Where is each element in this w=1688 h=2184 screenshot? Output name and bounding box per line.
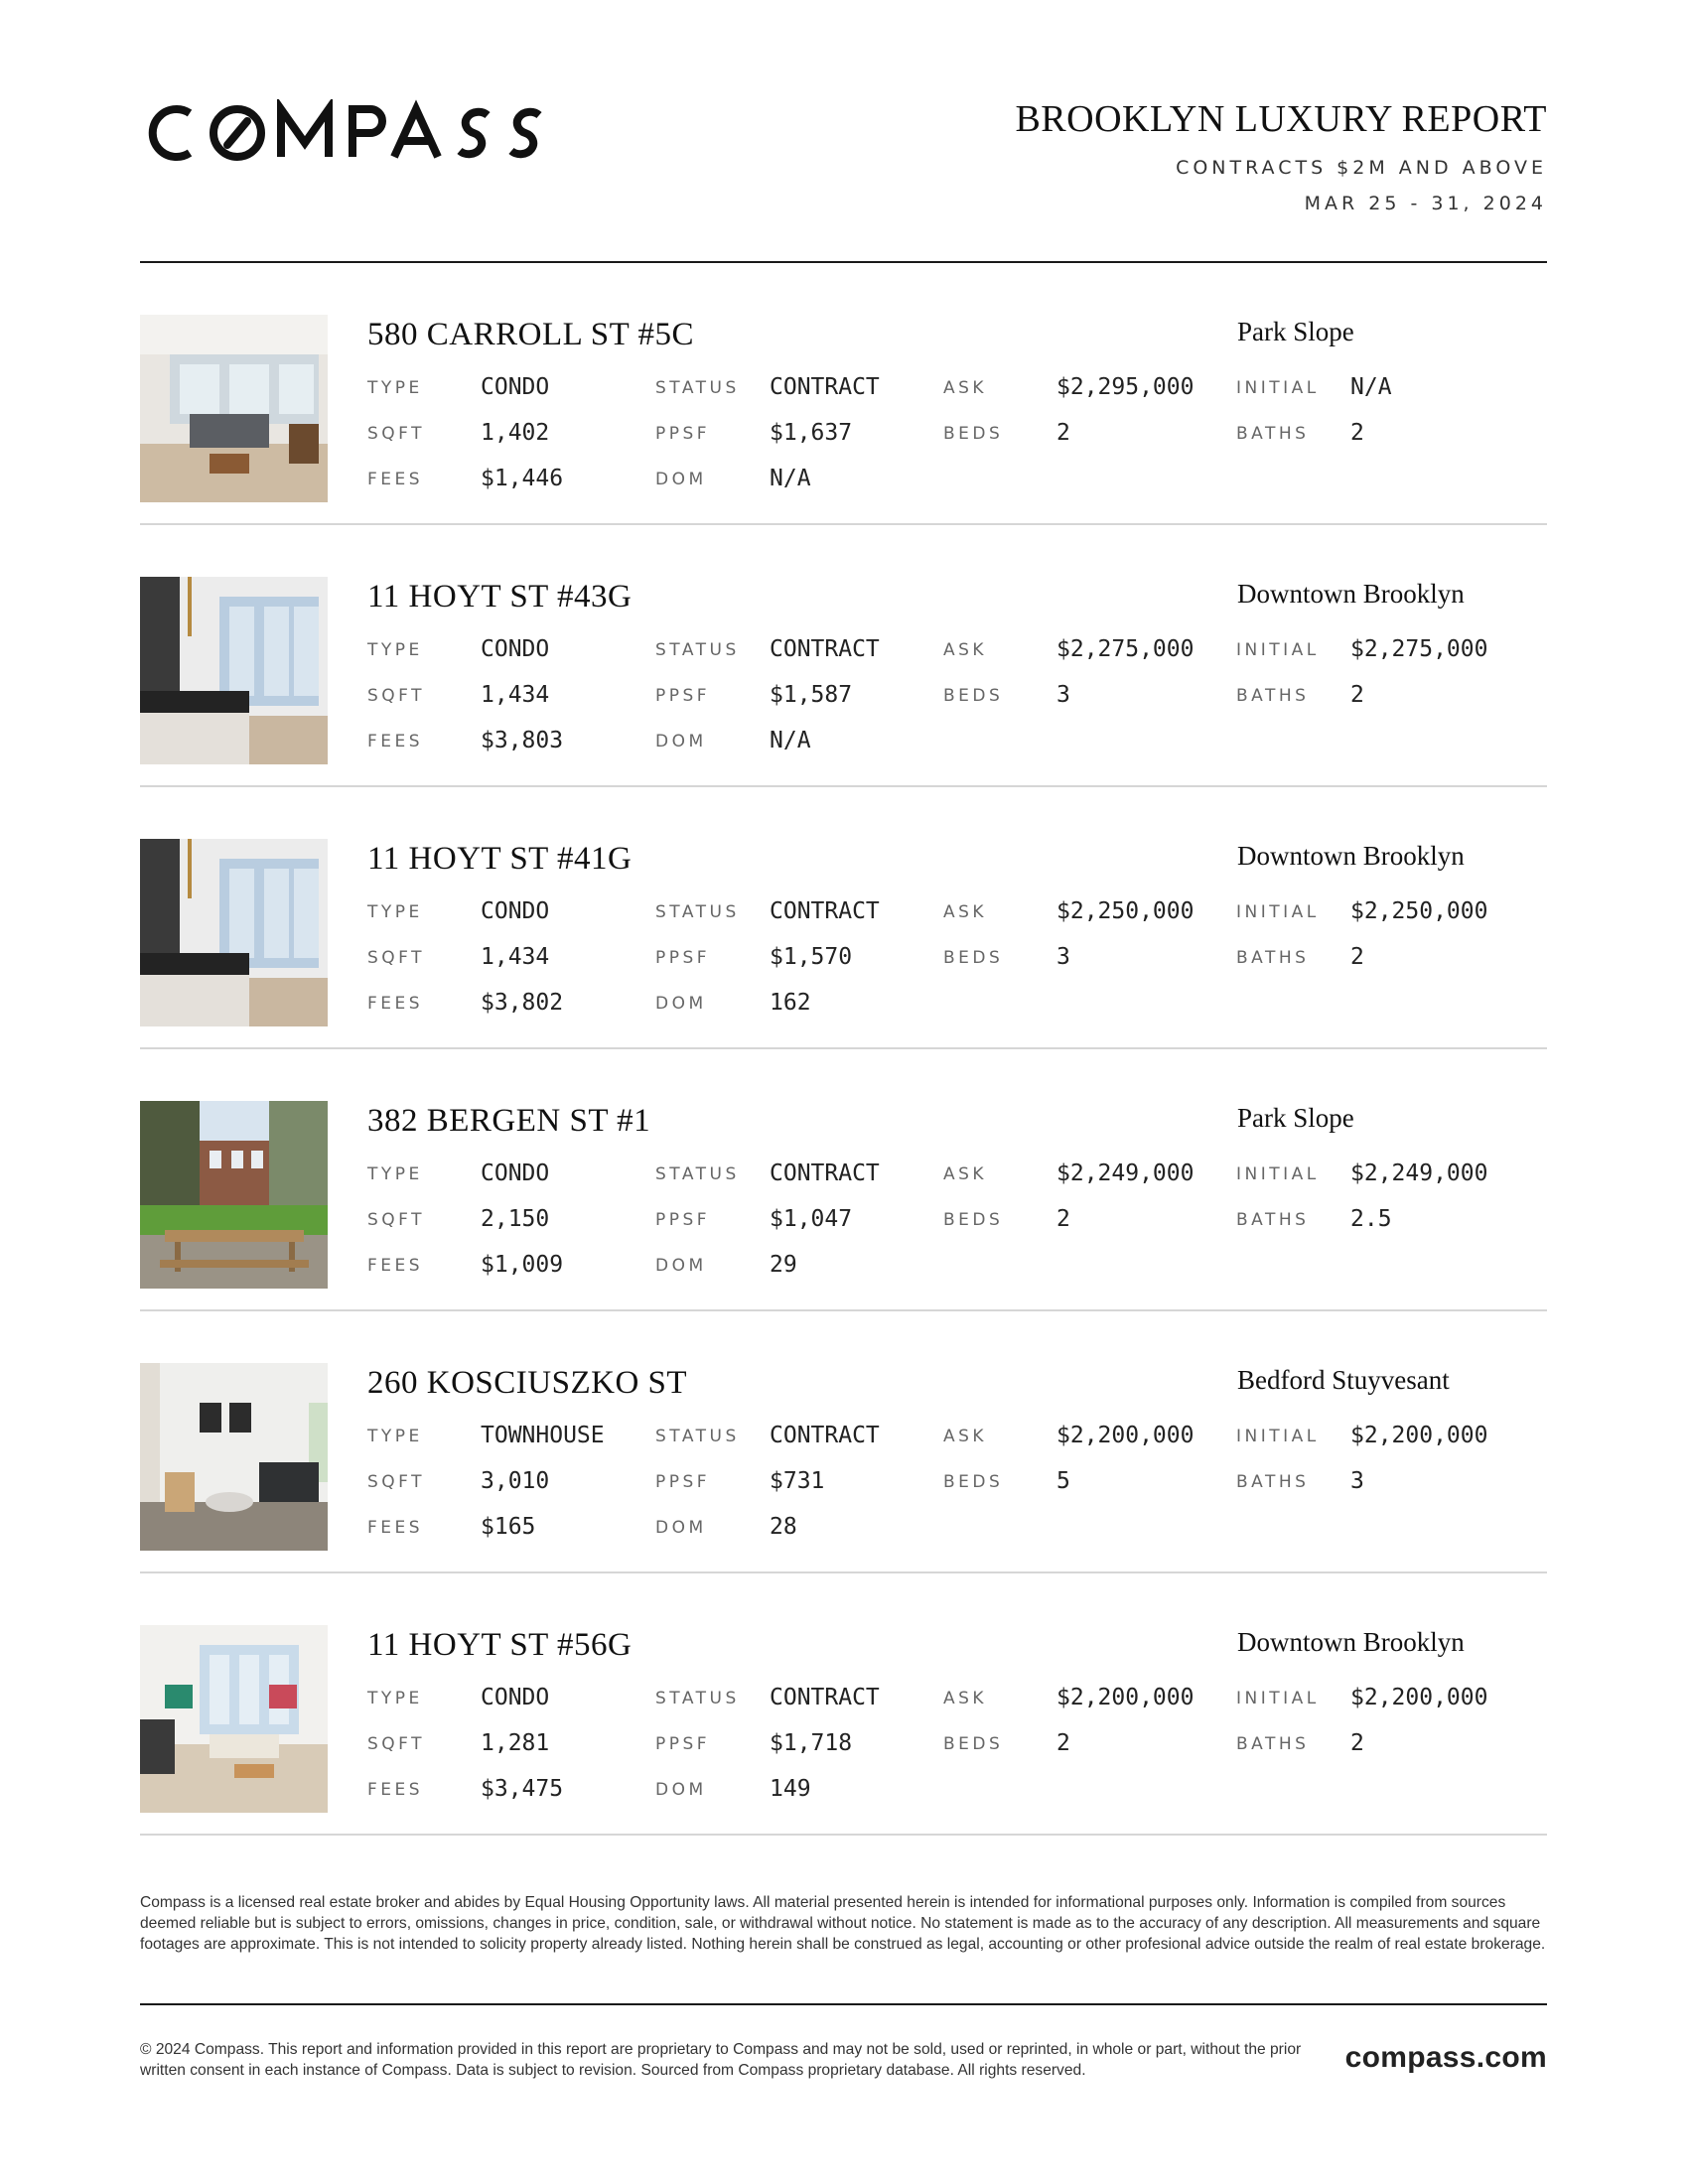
fees-value: $3,803 — [481, 728, 564, 753]
initial-label: INITIAL — [1236, 902, 1320, 922]
sqft-label: SQFT — [367, 948, 426, 968]
status-label: STATUS — [655, 1427, 740, 1446]
fees-value: $3,475 — [481, 1776, 564, 1802]
sqft-label: SQFT — [367, 1734, 426, 1754]
ask-label: ASK — [943, 640, 988, 660]
listing-details — [367, 1160, 1547, 1297]
beds-label: BEDS — [943, 1472, 1004, 1492]
type-value: CONDO — [481, 898, 550, 924]
initial-value: $2,200,000 — [1350, 1423, 1488, 1448]
ask-label: ASK — [943, 1689, 988, 1708]
type-label: TYPE — [367, 1427, 423, 1446]
listing-neighborhood: Downtown Brooklyn — [1237, 1627, 1465, 1657]
dom-value: 162 — [770, 990, 811, 1016]
fees-value: $3,802 — [481, 990, 564, 1016]
initial-label: INITIAL — [1236, 1689, 1320, 1708]
ask-value: $2,275,000 — [1056, 636, 1195, 662]
ppsf-value: $1,570 — [770, 944, 853, 970]
listing-neighborhood: Park Slope — [1237, 317, 1354, 346]
initial-value: $2,249,000 — [1350, 1160, 1488, 1186]
ask-value: $2,295,000 — [1056, 374, 1195, 400]
initial-label: INITIAL — [1236, 1427, 1320, 1446]
ask-value: $2,249,000 — [1056, 1160, 1195, 1186]
listing-row — [140, 1311, 1547, 1573]
fees-label: FEES — [367, 470, 424, 489]
status-label: STATUS — [655, 640, 740, 660]
ask-value: $2,200,000 — [1056, 1423, 1195, 1448]
sqft-label: SQFT — [367, 424, 426, 444]
type-value: CONDO — [481, 374, 550, 400]
listing-row — [140, 263, 1547, 525]
listing-address: 382 BERGEN ST #1 — [367, 1103, 651, 1139]
status-label: STATUS — [655, 378, 740, 398]
backyard-photo — [140, 1101, 328, 1289]
baths-label: BATHS — [1236, 1734, 1310, 1754]
baths-label: BATHS — [1236, 424, 1310, 444]
initial-label: INITIAL — [1236, 640, 1320, 660]
listing-row — [140, 787, 1547, 1049]
status-value: CONTRACT — [770, 1423, 880, 1448]
beds-value: 3 — [1056, 682, 1070, 708]
sqft-value: 3,010 — [481, 1468, 550, 1494]
dom-value: 28 — [770, 1514, 797, 1540]
status-label: STATUS — [655, 1689, 740, 1708]
ppsf-label: PPSF — [655, 1210, 711, 1230]
type-label: TYPE — [367, 640, 423, 660]
baths-value: 2.5 — [1350, 1206, 1392, 1232]
listings-list — [140, 263, 1547, 1836]
baths-value: 3 — [1350, 1468, 1364, 1494]
status-value: CONTRACT — [770, 636, 880, 662]
listing-row — [140, 1573, 1547, 1836]
townhouse-parlor-photo — [140, 1363, 328, 1551]
dom-label: DOM — [655, 1518, 707, 1538]
report-date: MAR 25 - 31, 2024 — [1304, 192, 1547, 214]
compass-logo — [140, 99, 567, 167]
ppsf-label: PPSF — [655, 948, 711, 968]
sqft-value: 2,150 — [481, 1206, 550, 1232]
listing-neighborhood: Bedford Stuyvesant — [1237, 1365, 1450, 1395]
report-title: BROOKLYN LUXURY REPORT — [1015, 98, 1547, 140]
listing-details — [367, 636, 1547, 773]
baths-label: BATHS — [1236, 686, 1310, 706]
listing-details — [367, 1423, 1547, 1560]
baths-value: 2 — [1350, 1730, 1364, 1756]
ppsf-label: PPSF — [655, 1734, 711, 1754]
legal-disclaimer: Compass is a licensed real estate broker and abides by Equal Housing Opportunity laws. All material presented herein is intended for informational purposes only. Information is compiled from sources deemed reliable but is subject to errors, omissions, changes in price, condition, sale, or withdrawal without notice. No statement is made as to the accuracy of any description. All measurements and square footages are approximate. This is not intended to solicity property already listed. Nothing herein shall be construed as legal, accounting or other profesional advice outside the realm of real estate brokerage. — [140, 1894, 1546, 1953]
living-room-photo — [140, 315, 328, 502]
dom-value: 149 — [770, 1776, 811, 1802]
status-value: CONTRACT — [770, 1160, 880, 1186]
beds-label: BEDS — [943, 948, 1004, 968]
beds-label: BEDS — [943, 1734, 1004, 1754]
fees-label: FEES — [367, 1780, 424, 1800]
dom-label: DOM — [655, 1256, 707, 1276]
ppsf-label: PPSF — [655, 424, 711, 444]
dom-value: N/A — [770, 728, 811, 753]
fees-value: $1,446 — [481, 466, 564, 491]
fees-label: FEES — [367, 1256, 424, 1276]
beds-value: 3 — [1056, 944, 1070, 970]
ppsf-value: $1,587 — [770, 682, 853, 708]
status-label: STATUS — [655, 1164, 740, 1184]
status-label: STATUS — [655, 902, 740, 922]
ask-label: ASK — [943, 902, 988, 922]
sqft-value: 1,434 — [481, 682, 550, 708]
baths-label: BATHS — [1236, 948, 1310, 968]
footer-divider — [140, 2003, 1547, 2005]
status-value: CONTRACT — [770, 374, 880, 400]
report-header — [1015, 99, 1547, 214]
sqft-label: SQFT — [367, 1472, 426, 1492]
dom-value: 29 — [770, 1252, 797, 1278]
beds-value: 2 — [1056, 1206, 1070, 1232]
baths-value: 2 — [1350, 944, 1364, 970]
copyright-notice: © 2024 Compass. This report and information provided in this report are proprietary to Compass and may not be sold, used or reprinted, in whole or part, without the prior written consent in each instance of Compass. Data is subject to revision. Sourced from Compass proprietary database. All rights reserved. — [140, 2041, 1302, 2079]
listing-address: 580 CARROLL ST #5C — [367, 317, 694, 352]
listing-neighborhood: Downtown Brooklyn — [1237, 579, 1465, 609]
ask-label: ASK — [943, 378, 988, 398]
ppsf-value: $1,637 — [770, 420, 853, 446]
sqft-label: SQFT — [367, 1210, 426, 1230]
dom-label: DOM — [655, 1780, 707, 1800]
type-value: TOWNHOUSE — [481, 1423, 605, 1448]
listing-address: 11 HOYT ST #41G — [367, 841, 633, 877]
type-value: CONDO — [481, 636, 550, 662]
initial-label: INITIAL — [1236, 1164, 1320, 1184]
ask-value: $2,200,000 — [1056, 1685, 1195, 1710]
report-subtitle: CONTRACTS $2M AND ABOVE — [1176, 156, 1547, 179]
baths-label: BATHS — [1236, 1210, 1310, 1230]
listing-address: 11 HOYT ST #43G — [367, 579, 633, 614]
type-label: TYPE — [367, 1164, 423, 1184]
kitchen-view-photo — [140, 577, 328, 764]
initial-value: $2,250,000 — [1350, 898, 1488, 924]
initial-value: N/A — [1350, 374, 1392, 400]
website-link[interactable]: compass.com — [1344, 2041, 1547, 2074]
status-value: CONTRACT — [770, 1685, 880, 1710]
listing-details — [367, 1685, 1547, 1822]
ppsf-label: PPSF — [655, 686, 711, 706]
listing-details — [367, 374, 1547, 511]
dom-label: DOM — [655, 732, 707, 751]
fees-label: FEES — [367, 732, 424, 751]
dom-value: N/A — [770, 466, 811, 491]
beds-value: 2 — [1056, 1730, 1070, 1756]
listing-neighborhood: Downtown Brooklyn — [1237, 841, 1465, 871]
ppsf-label: PPSF — [655, 1472, 711, 1492]
baths-value: 2 — [1350, 682, 1364, 708]
fees-label: FEES — [367, 1518, 424, 1538]
listing-neighborhood: Park Slope — [1237, 1103, 1354, 1133]
initial-label: INITIAL — [1236, 378, 1320, 398]
beds-label: BEDS — [943, 424, 1004, 444]
type-label: TYPE — [367, 902, 423, 922]
listing-details — [367, 898, 1547, 1035]
type-label: TYPE — [367, 1689, 423, 1708]
baths-label: BATHS — [1236, 1472, 1310, 1492]
ppsf-value: $731 — [770, 1468, 825, 1494]
initial-value: $2,200,000 — [1350, 1685, 1488, 1710]
baths-value: 2 — [1350, 420, 1364, 446]
report-page — [140, 0, 1547, 2184]
listing-row — [140, 1049, 1547, 1311]
fees-label: FEES — [367, 994, 424, 1014]
listing-address: 260 KOSCIUSZKO ST — [367, 1365, 688, 1401]
fees-value: $1,009 — [481, 1252, 564, 1278]
status-value: CONTRACT — [770, 898, 880, 924]
ppsf-value: $1,718 — [770, 1730, 853, 1756]
sqft-value: 1,402 — [481, 420, 550, 446]
beds-value: 2 — [1056, 420, 1070, 446]
sqft-value: 1,281 — [481, 1730, 550, 1756]
type-value: CONDO — [481, 1685, 550, 1710]
beds-label: BEDS — [943, 686, 1004, 706]
fees-value: $165 — [481, 1514, 536, 1540]
listing-address: 11 HOYT ST #56G — [367, 1627, 633, 1663]
beds-value: 5 — [1056, 1468, 1070, 1494]
sqft-value: 1,434 — [481, 944, 550, 970]
ask-label: ASK — [943, 1164, 988, 1184]
type-label: TYPE — [367, 378, 423, 398]
dom-label: DOM — [655, 470, 707, 489]
kitchen-view-photo — [140, 839, 328, 1026]
sqft-label: SQFT — [367, 686, 426, 706]
type-value: CONDO — [481, 1160, 550, 1186]
ppsf-value: $1,047 — [770, 1206, 853, 1232]
initial-value: $2,275,000 — [1350, 636, 1488, 662]
dom-label: DOM — [655, 994, 707, 1014]
beds-label: BEDS — [943, 1210, 1004, 1230]
bright-living-room-photo — [140, 1625, 328, 1813]
ask-value: $2,250,000 — [1056, 898, 1195, 924]
ask-label: ASK — [943, 1427, 988, 1446]
listing-row — [140, 525, 1547, 787]
